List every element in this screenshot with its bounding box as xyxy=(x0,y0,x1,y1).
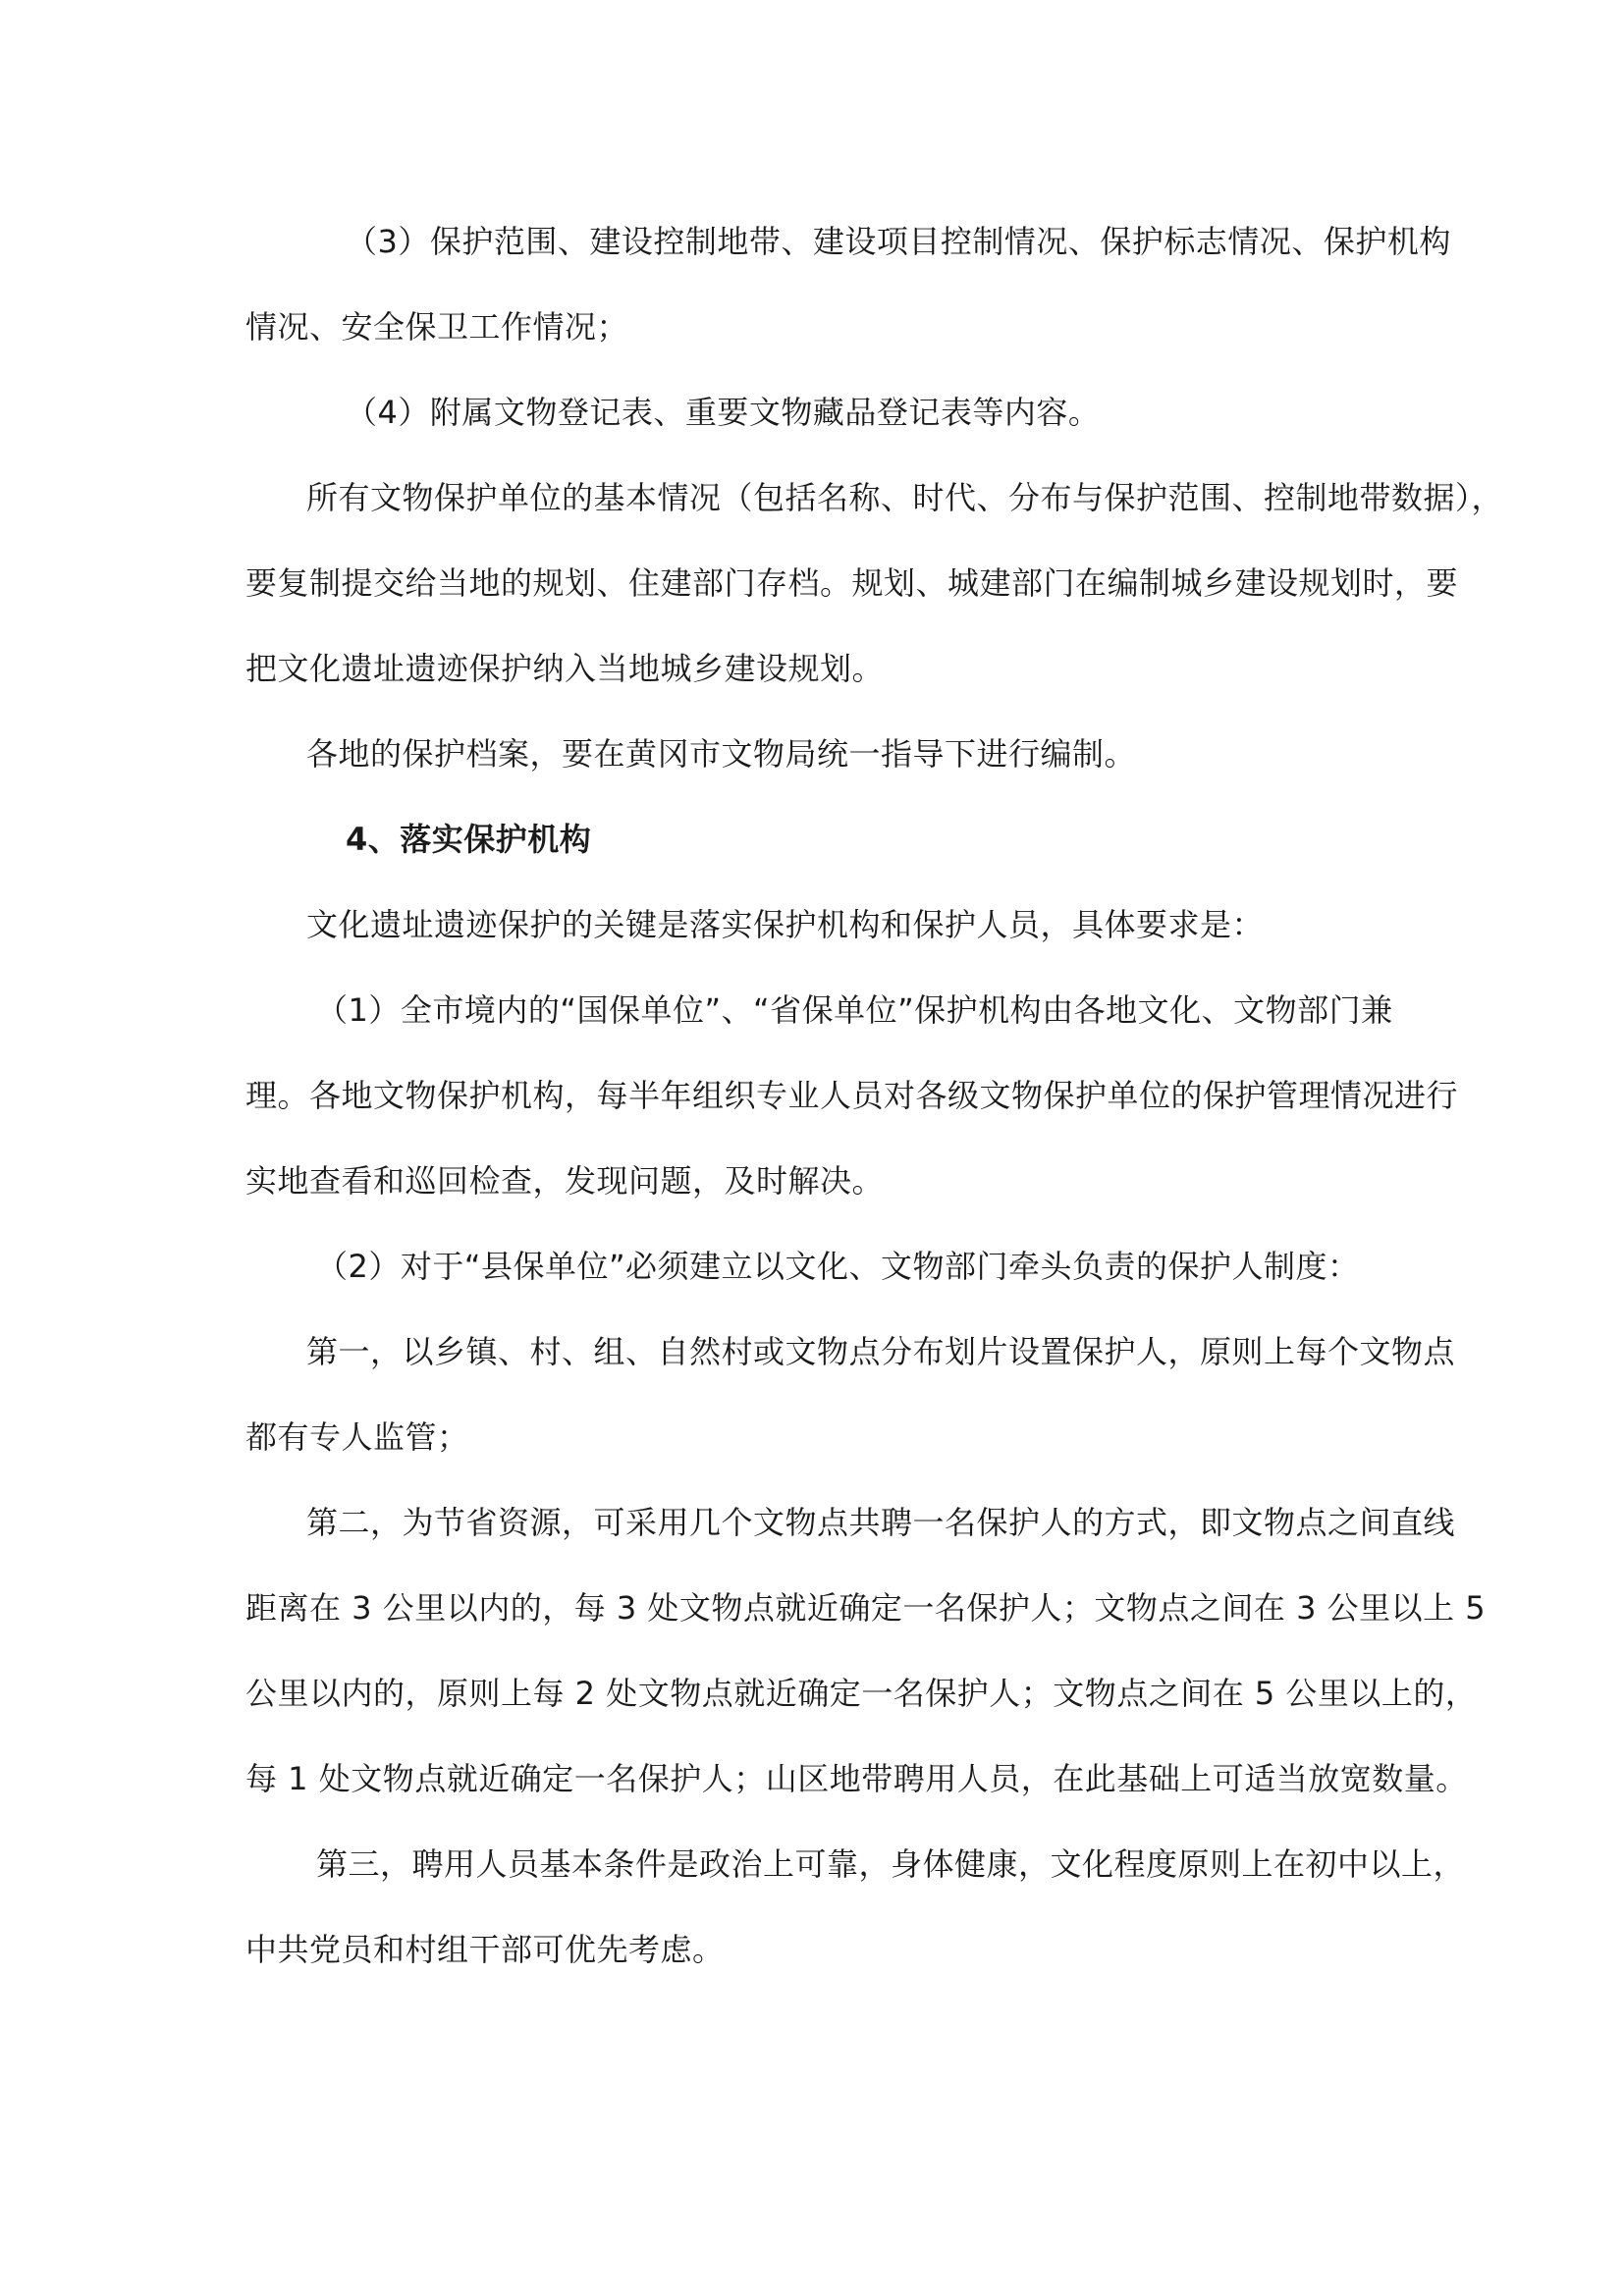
paragraph-4-line-1: （4）附属文物登记表、重要文物藏品登记表等内容。 xyxy=(346,394,1101,431)
item-1-line-3: 实地查看和巡回检查，发现问题，及时解决。 xyxy=(245,1162,885,1200)
section-heading: 4、落实保护机构 xyxy=(346,821,592,858)
paragraph-3-line-2: 情况、安全保卫工作情况； xyxy=(245,308,629,346)
basic-info-line-2: 要复制提交给当地的规划、住建部门存档。规划、城建部门在编制城乡建设规划时，要 xyxy=(245,564,1459,602)
first-rule-line-1: 第一，以乡镇、村、组、自然村或文物点分布划片设置保护人，原则上每个文物点 xyxy=(306,1333,1456,1370)
basic-info-line-3: 把文化遗址遗迹保护纳入当地城乡建设规划。 xyxy=(245,650,885,687)
item-1-line-2: 理。各地文物保护机构，每半年组织专业人员对各级文物保护单位的保护管理情况进行 xyxy=(245,1077,1459,1114)
second-rule-line-4: 每 1 处文物点就近确定一名保护人；山区地带聘用人员，在此基础上可适当放宽数量。 xyxy=(245,1760,1468,1797)
third-rule-line-1: 第三，聘用人员基本条件是政治上可靠，身体健康，文化程度原则上在初中以上， xyxy=(316,1845,1466,1883)
paragraph-3-line-1: （3）保护范围、建设控制地带、建设项目控制情况、保护标志情况、保护机构 xyxy=(346,223,1451,260)
third-rule-line-2: 中共党员和村组干部可优先考虑。 xyxy=(245,1931,725,1968)
requirement-intro: 文化遗址遗迹保护的关键是落实保护机构和保护人员，具体要求是： xyxy=(306,906,1265,943)
item-1-line-1: （1）全市境内的“国保单位”、“省保单位”保护机构由各地文化、文物部门兼 xyxy=(316,991,1393,1029)
item-2-line-1: （2）对于“县保单位”必须建立以文化、文物部门牵头负责的保护人制度： xyxy=(316,1248,1360,1285)
first-rule-line-2: 都有专人监管； xyxy=(245,1418,469,1456)
second-rule-line-2: 距离在 3 公里以内的，每 3 处文物点就近确定一名保护人；文物点之间在 3 公里以上 5 xyxy=(245,1589,1487,1627)
second-rule-line-1: 第二，为节省资源，可采用几个文物点共聘一名保护人的方式，即文物点之间直线 xyxy=(306,1504,1456,1541)
basic-info-line-1: 所有文物保护单位的基本情况（包括名称、时代、分布与保护范围、控制地带数据）， xyxy=(306,479,1504,516)
archive-line: 各地的保护档案，要在黄冈市文物局统一指导下进行编制。 xyxy=(306,735,1137,773)
second-rule-line-3: 公里以内的，原则上每 2 处文物点就近确定一名保护人；文物点之间在 5 公里以上的， xyxy=(245,1675,1478,1712)
